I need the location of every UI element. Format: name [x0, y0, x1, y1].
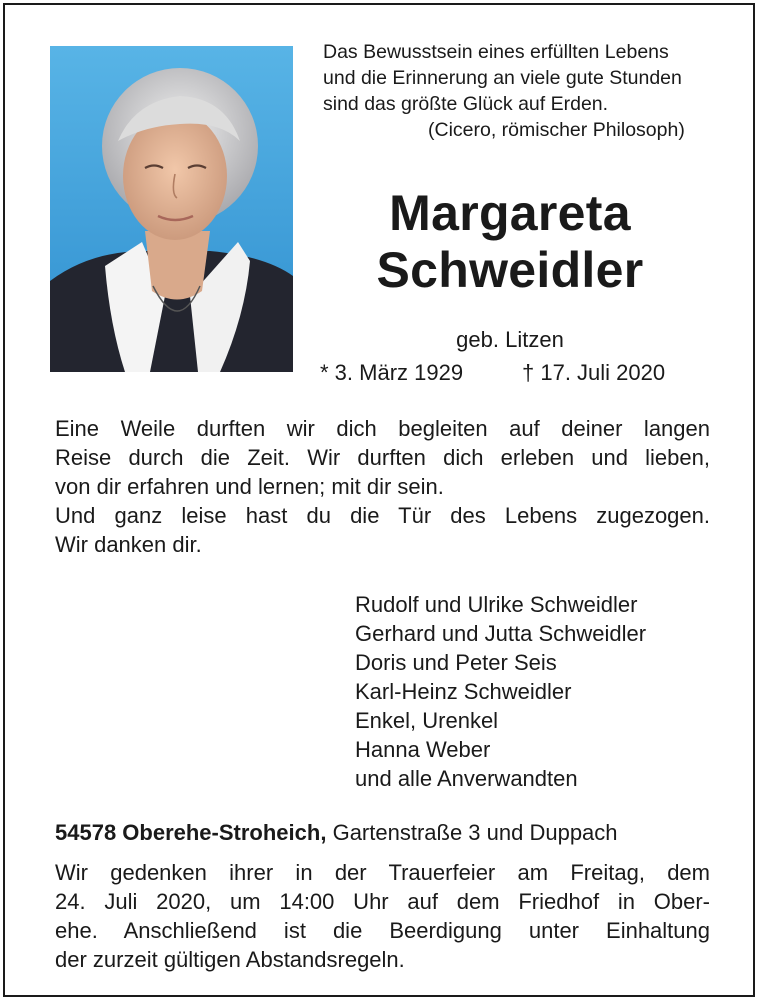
farewell-line: Wir danken dir.: [55, 532, 202, 557]
quote-line: und die Erinnerung an viele gute Stunden: [323, 67, 682, 89]
address-street: Gartenstraße 3 und Duppach: [332, 820, 618, 845]
deceased-name: [315, 185, 705, 299]
mourner-item: und alle Anverwandten: [355, 766, 578, 791]
obituary-notice: [3, 3, 755, 997]
farewell-line: Reise durch die Zeit. Wir durften dich erleben und lieben,: [55, 445, 710, 470]
mourner-item: Gerhard und Jutta Schweidler: [355, 621, 647, 646]
portrait-photo: [50, 46, 293, 372]
farewell-text: [55, 414, 710, 559]
maiden-name: geb. Litzen: [456, 327, 564, 352]
ceremony-line: Wir gedenken ihrer in der Trauerfeier am Freitag, dem: [55, 860, 710, 885]
quote-line: Das Bewusstsein eines erfüllten Lebens: [323, 41, 669, 63]
death-date: † 17. Juli 2020: [522, 360, 666, 385]
portrait-image: [50, 46, 293, 372]
mourner-item: Hanna Weber: [355, 737, 491, 762]
ceremony-line: ehe. Anschließend ist die Beerdigung unter Einhaltung: [55, 918, 710, 943]
mourner-item: Enkel, Urenkel: [355, 708, 499, 733]
address-place: 54578 Oberehe-Stroheich,: [55, 820, 327, 845]
farewell-line: Eine Weile durften wir dich begleiten auf deiner langen: [55, 416, 710, 441]
memorial-quote: [323, 39, 723, 141]
last-name: Schweidler: [376, 242, 644, 298]
ceremony-notice: [55, 858, 710, 974]
mourner-item: Karl-Heinz Schweidler: [355, 679, 572, 704]
ceremony-line: der zurzeit gültigen Abstandsregeln.: [55, 947, 405, 972]
life-dates: [320, 359, 700, 387]
farewell-line: Und ganz leise hast du die Tür des Lebens zugezogen.: [55, 503, 710, 528]
quote-line: sind das größte Glück auf Erden.: [323, 93, 609, 115]
farewell-line: von dir erfahren und lernen; mit dir sein.: [55, 474, 444, 499]
family-address: [55, 819, 715, 847]
quote-attribution: (Cicero, römischer Philosoph): [428, 119, 685, 141]
mourner-item: Doris und Peter Seis: [355, 650, 557, 675]
mourners-list: [355, 590, 646, 793]
mourner-item: Rudolf und Ulrike Schweidler: [355, 592, 638, 617]
ceremony-line: 24. Juli 2020, um 14:00 Uhr auf dem Friedhof in Ober-: [55, 889, 710, 914]
birth-date: * 3. März 1929: [320, 360, 464, 385]
first-name: Margareta: [389, 185, 631, 241]
